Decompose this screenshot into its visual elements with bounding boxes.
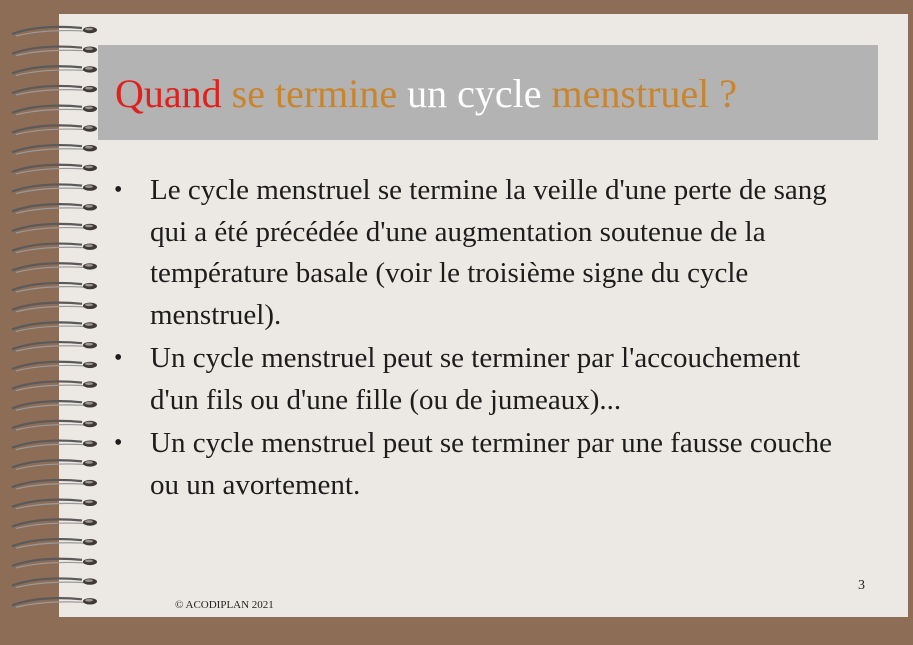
title-word-menstruel: menstruel ? (551, 71, 738, 116)
bullet-item (114, 423, 854, 506)
spiral-ring-icon (12, 322, 97, 331)
spiral-ring-icon (12, 66, 97, 75)
bullet-item (114, 170, 854, 336)
page-number: 3 (858, 578, 865, 593)
spiral-ring-icon (12, 421, 97, 430)
copyright-text: © ACODIPLAN 2021 (175, 599, 274, 611)
spiral-ring-icon (12, 342, 97, 351)
spiral-ring-icon (12, 27, 97, 36)
spiral-ring-icon (12, 362, 97, 371)
spiral-ring-icon (12, 125, 97, 134)
title-word-un-cycle: un cycle (407, 71, 542, 116)
spiral-ring-icon (12, 244, 97, 253)
bullet-item (114, 338, 854, 421)
spiral-ring-icon (12, 578, 97, 587)
bullet-dot-icon: • (114, 177, 123, 203)
spiral-ring-icon (12, 381, 97, 390)
spiral-ring-icon (12, 86, 97, 95)
spiral-ring-icon (12, 184, 97, 193)
bullet-text: Le cycle menstruel se termine la veille d'une perte de sang qui a été précédée d'une augmentation soutenue de la température basale (voir le troisième signe du cycle menstruel). (150, 174, 827, 331)
spiral-binding-icon (10, 20, 105, 620)
spiral-ring-icon (12, 519, 97, 528)
spiral-ring-icon (12, 539, 97, 548)
spiral-ring-icon (12, 47, 97, 56)
spiral-ring-icon (12, 106, 97, 115)
spiral-ring-icon (12, 263, 97, 272)
spiral-ring-icon (12, 460, 97, 469)
spiral-ring-icon (12, 441, 97, 450)
spiral-ring-icon (12, 145, 97, 154)
spiral-ring-icon (12, 204, 97, 213)
bullet-text: Un cycle menstruel peut se terminer par l'accouchement d'un fils ou d'une fille (ou de jumeaux)... (150, 342, 801, 416)
bullet-list (114, 170, 854, 508)
spiral-ring-icon (12, 303, 97, 312)
spiral-ring-icon (12, 598, 97, 607)
slide-title (115, 70, 737, 118)
spiral-ring-icon (12, 165, 97, 174)
spiral-ring-icon (12, 480, 97, 489)
spiral-ring-icon (12, 401, 97, 410)
bullet-dot-icon: • (114, 430, 123, 456)
bullet-dot-icon: • (114, 345, 123, 371)
spiral-ring-icon (12, 500, 97, 509)
spiral-ring-icon (12, 224, 97, 233)
spiral-ring-icon (12, 559, 97, 568)
spiral-ring-icon (12, 283, 97, 292)
title-word-quand: Quand (115, 71, 222, 116)
bullet-text: Un cycle menstruel peut se terminer par une fausse couche ou un avortement. (150, 427, 833, 501)
title-word-se-termine: se termine (231, 71, 398, 116)
